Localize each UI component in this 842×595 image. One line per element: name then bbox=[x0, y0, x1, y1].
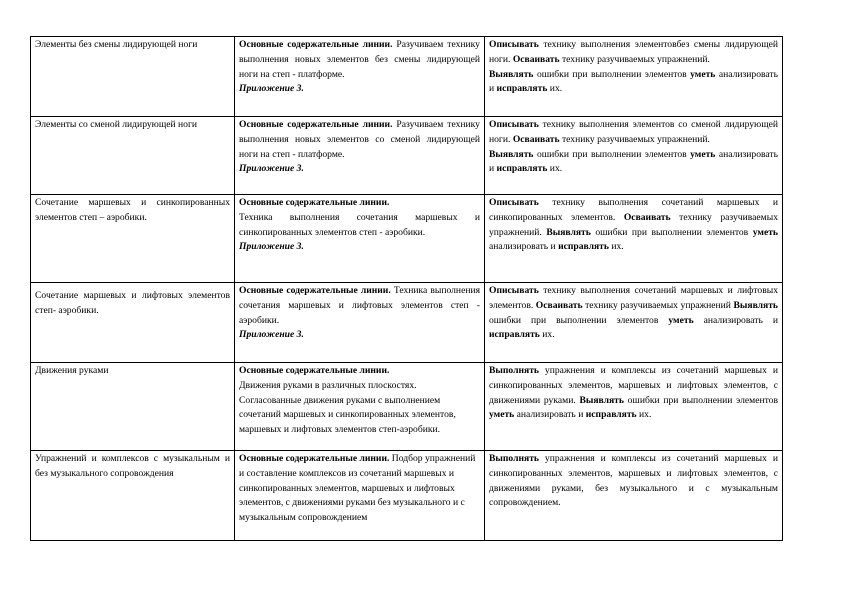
content-heading: Основные содержательные линии. bbox=[239, 39, 393, 50]
activity-text: технику разучиваемых упражнений. bbox=[559, 53, 710, 65]
activity-text: их. bbox=[547, 83, 563, 95]
activity-text: анализировать и bbox=[693, 314, 778, 326]
content-cell bbox=[235, 363, 485, 451]
table-body bbox=[31, 37, 783, 541]
activity-verb: Осваивать bbox=[535, 299, 583, 311]
activity-text: технику разучиваемых упражнений. bbox=[489, 211, 778, 238]
activity-text: ошибки при выполнении элементов bbox=[590, 226, 753, 238]
activity-verb: исправлять bbox=[496, 163, 548, 175]
activity-verb: Описывать bbox=[489, 285, 539, 296]
content-text: Разучиваем технику выполнения новых элементов со сменой лидирующей ноги на степ - платформе. bbox=[239, 119, 480, 160]
content-text: Разучиваем технику выполнения новых элементов без смены лидирующей ноги на степ - платформе. bbox=[239, 39, 480, 80]
activity-text: их. bbox=[636, 409, 652, 421]
content-cell bbox=[235, 283, 485, 363]
activity-cell bbox=[485, 363, 783, 451]
activity-verb: исправлять bbox=[558, 241, 609, 253]
activity-verb: уметь bbox=[668, 314, 694, 326]
activity-text: упражнения и комплексы из сочетаний маршевых и синкопированных элементов, маршевых и лифтовых элементов, с движениями руками, без музыкального и с музыкальным сопровождением. bbox=[489, 453, 778, 509]
activity-text: их. bbox=[547, 163, 563, 175]
activity-text: технику выполнения элементовбез смены лидирующей ноги. bbox=[489, 39, 778, 65]
appendix-label: Приложение 3. bbox=[239, 241, 304, 253]
content-heading: Основные содержательные линии. bbox=[239, 285, 391, 296]
activity-text: технику выполнения сочетаний маршевых и лифтовых элементов. bbox=[489, 285, 778, 311]
curriculum-table bbox=[30, 36, 783, 541]
topic-cell bbox=[31, 451, 235, 541]
content-heading: Основные содержательные линии. bbox=[239, 197, 390, 208]
activity-verb: исправлять bbox=[585, 409, 637, 421]
activity-verb: уметь bbox=[489, 409, 515, 421]
activity-verb: уметь bbox=[690, 68, 716, 80]
topic-cell bbox=[31, 363, 235, 451]
activity-text: ошибки при выполнении элементов bbox=[489, 314, 669, 326]
activity-verb: Выявлять bbox=[546, 226, 591, 238]
topic-text: Движения руками bbox=[35, 365, 109, 376]
activity-text: их. bbox=[608, 241, 624, 253]
activity-text: технику выполнения сочетаний маршевых и синкопированных элементов. bbox=[489, 197, 778, 223]
activity-cell bbox=[485, 37, 783, 117]
activity-text: ошибки при выполнении элементов bbox=[533, 68, 691, 80]
topic-cell bbox=[31, 195, 235, 283]
activity-cell bbox=[485, 451, 783, 541]
activity-text: анализировать и bbox=[489, 148, 778, 175]
content-cell bbox=[235, 451, 485, 541]
content-heading: Основные содержательные линии. bbox=[239, 365, 390, 376]
table-row bbox=[31, 283, 783, 363]
activity-verb: Описывать bbox=[489, 197, 539, 208]
activity-verb: Описывать bbox=[489, 119, 539, 130]
table-row bbox=[31, 117, 783, 195]
topic-text: Упражнений и комплексов с музыкальным и без музыкального сопровождения bbox=[35, 453, 230, 479]
activity-verb: Осваивать bbox=[512, 53, 560, 65]
activity-text: анализировать и bbox=[489, 241, 559, 253]
content-cell bbox=[235, 37, 485, 117]
table-row bbox=[31, 451, 783, 541]
appendix-label: Приложение 3. bbox=[239, 163, 304, 175]
content-text: Движения руками в различных плоскостях. Согласованные движения руками с выполнением сочетаний маршевых и синкопированных элементов, маршевых и лифтовых элементов степ-аэробики. bbox=[239, 379, 456, 436]
activity-verb: Выполнять bbox=[489, 365, 539, 376]
content-cell bbox=[235, 195, 485, 283]
content-text: Техника выполнения сочетания маршевых и лифтовых элементов степ - аэробики. bbox=[239, 285, 481, 326]
content-heading: Основные содержательные линии. bbox=[239, 119, 393, 130]
topic-cell bbox=[31, 37, 235, 117]
activity-verb: Осваивать bbox=[512, 133, 560, 145]
activity-text: анализировать и bbox=[489, 68, 778, 95]
activity-text: технику разучиваемых упражнений bbox=[582, 299, 734, 311]
activity-text: упражнения и комплексы из сочетаний маршевых и синкопированных элементов, маршевых и лифтовых элементов, с движениями руками. bbox=[489, 365, 778, 406]
activity-verb: Выполнять bbox=[489, 453, 539, 464]
table-row bbox=[31, 195, 783, 283]
activity-verb: Выявлять bbox=[733, 299, 778, 311]
activity-verb: Осваивать bbox=[623, 211, 671, 223]
content-cell bbox=[235, 117, 485, 195]
activity-verb: Выявлять bbox=[489, 148, 534, 160]
activity-cell bbox=[485, 283, 783, 363]
topic-text: Элементы со сменой лидирующей ноги bbox=[35, 119, 198, 130]
appendix-label: Приложение 3. bbox=[239, 329, 304, 341]
activity-text: технику разучиваемых упражнений. bbox=[559, 133, 710, 145]
activity-cell bbox=[485, 117, 783, 195]
topic-text: Элементы без смены лидирующей ноги bbox=[35, 39, 198, 50]
activity-verb: уметь bbox=[752, 226, 778, 238]
content-text: Подбор упражнений и составление комплексов из сочетаний маршевых и синкопированных элементов, маршевых и лифтовых элементов, с движениями руками без музыкального и с музыкальным сопровождением bbox=[239, 453, 476, 524]
activity-text: ошибки при выполнении элементов bbox=[623, 394, 778, 406]
activity-verb: уметь bbox=[690, 148, 716, 160]
topic-cell bbox=[31, 283, 235, 363]
content-heading: Основные содержательные линии. bbox=[239, 453, 390, 464]
activity-text: технику выполнения элементов со сменой лидирующей ноги. bbox=[489, 119, 778, 145]
topic-cell bbox=[31, 117, 235, 195]
activity-verb: исправлять bbox=[496, 83, 548, 95]
activity-cell bbox=[485, 195, 783, 283]
activity-verb: Выявлять bbox=[579, 394, 624, 406]
activity-text: их. bbox=[539, 329, 555, 341]
table-row bbox=[31, 363, 783, 451]
activity-verb: исправлять bbox=[489, 329, 540, 341]
content-text: Техника выполнения сочетания маршевых и синкопированных элементов степ - аэробики. bbox=[239, 211, 480, 238]
activity-text: ошибки при выполнении элементов bbox=[533, 148, 691, 160]
activity-text: анализировать и bbox=[514, 409, 586, 421]
topic-text: Сочетание маршевых и синкопированных элементов степ – аэробики. bbox=[35, 197, 230, 223]
activity-verb: Описывать bbox=[489, 39, 539, 50]
appendix-label: Приложение 3. bbox=[239, 83, 304, 95]
table-row bbox=[31, 37, 783, 117]
topic-text: Сочетание маршевых и лифтовых элементов степ- аэробики. bbox=[35, 290, 230, 316]
activity-verb: Выявлять bbox=[489, 68, 534, 80]
